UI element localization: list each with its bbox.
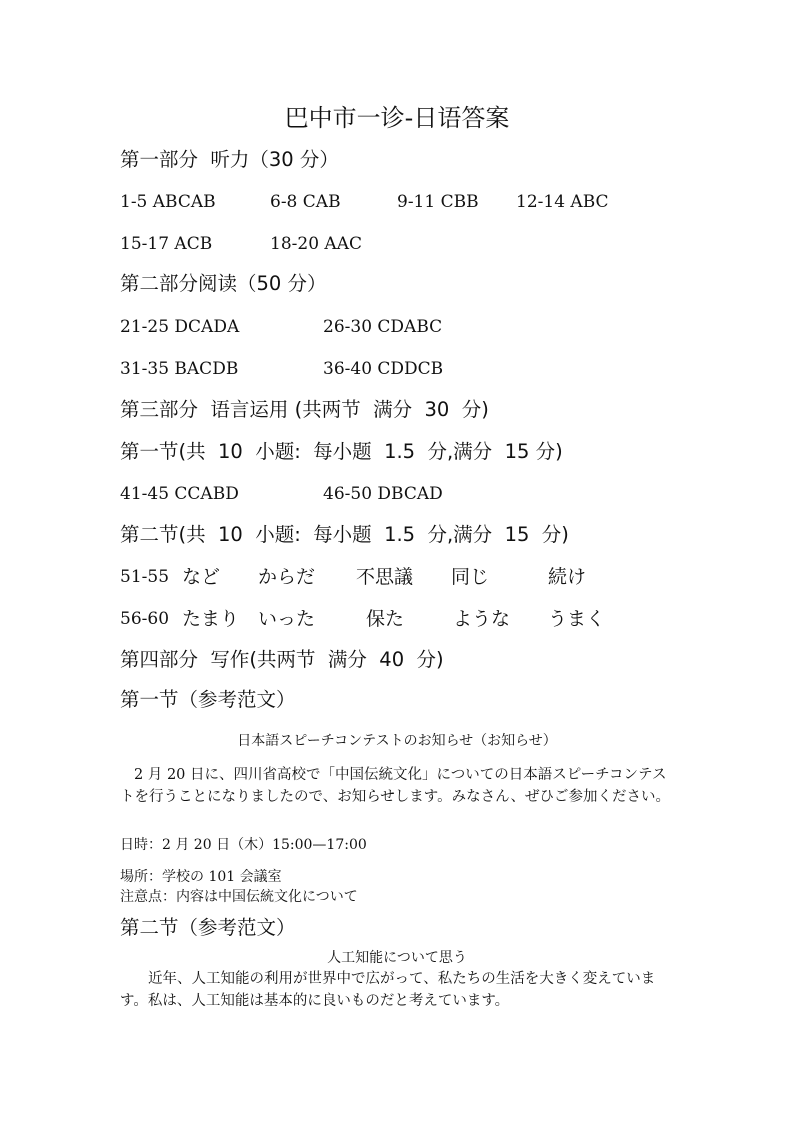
essay2-title: 人工知能について思う <box>327 950 467 966</box>
part2-answers-row1 <box>120 315 680 339</box>
part3-section2-answers-row1 <box>120 563 680 591</box>
part1-answers-row2 <box>120 232 680 256</box>
answer-group: 6-8 CAB <box>270 192 341 212</box>
answer-word: 不思議 <box>356 566 414 588</box>
answer-group: 15-17 ACB <box>120 234 213 254</box>
part4-heading: 第四部分 写作(共两节 满分 40 分) <box>120 648 444 671</box>
essay1-title: 日本語スピーチコンテストのお知らせ（お知らせ） <box>237 733 557 749</box>
answer-word: 同じ <box>451 566 490 588</box>
answer-group: 41-45 CCABD <box>120 484 239 504</box>
answer-word: いった <box>258 608 316 630</box>
part2-answers-row2 <box>120 357 680 381</box>
answer-group: 12-14 ABC <box>516 192 609 212</box>
part3-heading: 第三部分 语言运用 (共两节 满分 30 分) <box>120 398 489 421</box>
part4-section2-heading: 第二节（参考范文） <box>120 916 296 939</box>
part1-heading: 第一部分 听力（30 分） <box>120 148 339 171</box>
essay2-body: 近年、人工知能の利用が世界中で広がって、私たちの生活を大きく変えています。私は、人工知能は基本的に良いものだと考えています。 <box>120 971 656 1009</box>
essay1-note: 注意点：内容は中国伝統文化について <box>120 889 358 905</box>
answer-word: 続け <box>548 566 587 588</box>
part4-section1-heading: 第一节（参考范文） <box>120 688 296 711</box>
part1-answers-row1 <box>120 190 680 214</box>
answer-word: からだ <box>258 566 316 588</box>
answer-word: など <box>182 566 221 588</box>
answer-group: 26-30 CDABC <box>323 317 443 337</box>
answer-group: 21-25 DCADA <box>120 317 240 337</box>
answer-word: うまく <box>548 608 606 630</box>
part3-section1-heading: 第一节(共 10 小题: 每小题 1.5 分,满分 15 分) <box>120 440 563 463</box>
answer-group: 1-5 ABCAB <box>120 192 216 212</box>
part2-heading: 第二部分阅读（50 分） <box>120 272 327 295</box>
essay1-body: 2 月 20 日に、四川省高校で「中国伝統文化」についての日本語スピーチコンテストを行うことになりましたので、お知らせします。みなさん、ぜひご参加ください。 <box>120 767 670 805</box>
page-title: 巴中市一诊-日语答案 <box>284 104 510 132</box>
answer-word: たまり <box>182 608 240 630</box>
answer-group: 9-11 CBB <box>397 192 479 212</box>
part3-section1-answers <box>120 482 680 506</box>
part3-section2-answers-row2 <box>120 605 680 633</box>
answer-range: 51-55 <box>120 567 170 587</box>
answer-range: 56-60 <box>120 609 170 629</box>
answer-group: 36-40 CDDCB <box>323 359 444 379</box>
answer-group: 18-20 AAC <box>270 234 362 254</box>
answer-group: 31-35 BACDB <box>120 359 239 379</box>
answer-group: 46-50 DBCAD <box>323 484 443 504</box>
essay1-place: 場所：学校の 101 会議室 <box>120 869 282 885</box>
essay1-datetime: 日時：2 月 20 日（木）15:00—17:00 <box>120 837 367 853</box>
answer-word: ような <box>453 608 511 630</box>
part3-section2-heading: 第二节(共 10 小题: 每小题 1.5 分,满分 15 分) <box>120 523 569 546</box>
answer-word: 保た <box>366 608 405 630</box>
